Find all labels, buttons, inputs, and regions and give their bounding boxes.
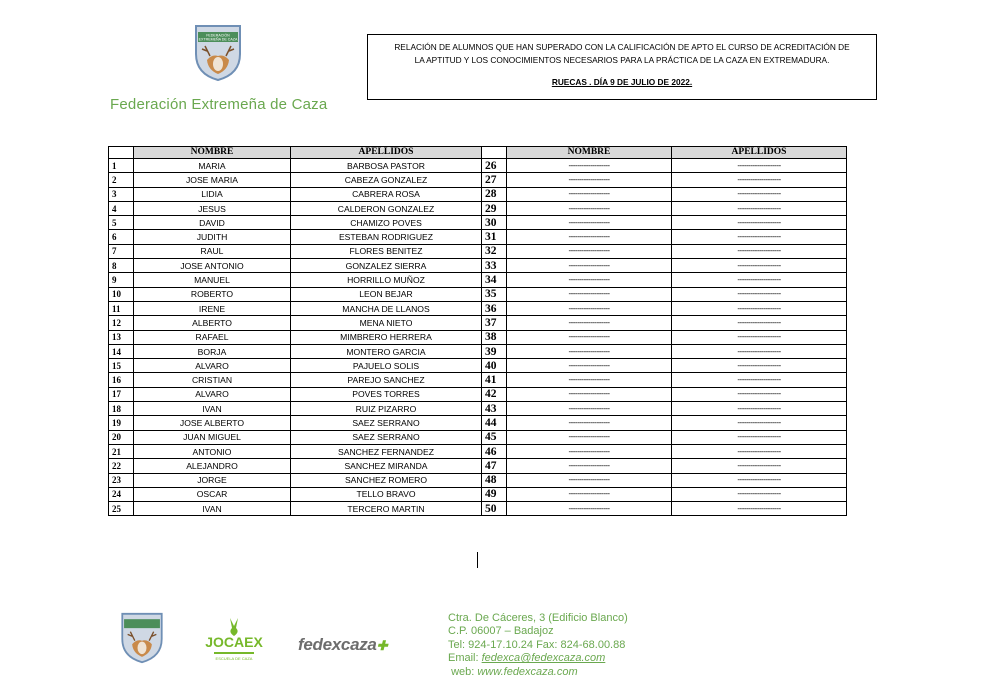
row-apellidos: TELLO BRAVO: [291, 487, 482, 501]
row-number-2: 26: [482, 159, 507, 173]
row-number: 22: [109, 459, 134, 473]
table-row: [109, 230, 847, 244]
row-nombre-2: -------------------: [507, 387, 672, 401]
row-apellidos: POVES TORRES: [291, 387, 482, 401]
row-number-2: 38: [482, 330, 507, 344]
row-nombre: MARIA: [134, 159, 291, 173]
row-number: 23: [109, 473, 134, 487]
header-number-blank-2: [482, 147, 507, 159]
row-nombre: JUAN MIGUEL: [134, 430, 291, 444]
row-apellidos-2: --------------------: [672, 273, 847, 287]
web-line: [448, 666, 628, 679]
row-number: 9: [109, 273, 134, 287]
table-row: [109, 330, 847, 344]
row-apellidos-2: --------------------: [672, 230, 847, 244]
row-apellidos: FLORES BENITEZ: [291, 244, 482, 258]
row-apellidos: HORRILLO MUÑOZ: [291, 273, 482, 287]
row-apellidos: CALDERON GONZALEZ: [291, 201, 482, 215]
row-number-2: 50: [482, 502, 507, 516]
svg-text:EXTREMEÑA DE CAZA: EXTREMEÑA DE CAZA: [198, 37, 238, 42]
row-number-2: 27: [482, 173, 507, 187]
svg-text:JOCAEX: JOCAEX: [205, 634, 263, 650]
header-nombre: NOMBRE: [134, 147, 291, 159]
row-number: 6: [109, 230, 134, 244]
row-number: 21: [109, 444, 134, 458]
row-apellidos-2: --------------------: [672, 201, 847, 215]
row-nombre-2: -------------------: [507, 287, 672, 301]
row-number: 2: [109, 173, 134, 187]
table-row: [109, 216, 847, 230]
row-number-2: 28: [482, 187, 507, 201]
row-nombre: ALBERTO: [134, 316, 291, 330]
table-row: [109, 316, 847, 330]
row-nombre-2: -------------------: [507, 244, 672, 258]
row-nombre: OSCAR: [134, 487, 291, 501]
row-nombre: JOSE ALBERTO: [134, 416, 291, 430]
header-nombre-2: NOMBRE: [507, 147, 672, 159]
table-row: [109, 402, 847, 416]
row-number: 13: [109, 330, 134, 344]
row-number: 1: [109, 159, 134, 173]
row-apellidos: SAEZ SERRANO: [291, 416, 482, 430]
row-apellidos: SANCHEZ FERNANDEZ: [291, 444, 482, 458]
address-line-2: C.P. 06007 – Badajoz: [448, 625, 554, 638]
row-number-2: 42: [482, 387, 507, 401]
row-nombre-2: -------------------: [507, 330, 672, 344]
row-apellidos: CHAMIZO POVES: [291, 216, 482, 230]
phone-line: Tel: 924-17.10.24 Fax: 824-68.00.88: [448, 638, 626, 651]
row-apellidos: MIMBRERO HERRERA: [291, 330, 482, 344]
row-apellidos-2: --------------------: [672, 416, 847, 430]
row-apellidos: CABRERA ROSA: [291, 187, 482, 201]
table-row: [109, 473, 847, 487]
row-apellidos: GONZALEZ SIERRA: [291, 259, 482, 273]
table-row: [109, 373, 847, 387]
table-row: [109, 487, 847, 501]
federation-name: Federación Extremeña de Caza: [110, 96, 328, 113]
table-row: [109, 444, 847, 458]
row-number-2: 49: [482, 487, 507, 501]
header-number-blank: [109, 147, 134, 159]
row-number-2: 45: [482, 430, 507, 444]
row-apellidos: MANCHA DE LLANOS: [291, 301, 482, 315]
row-nombre: JOSE ANTONIO: [134, 259, 291, 273]
table-row: [109, 459, 847, 473]
row-apellidos-2: --------------------: [672, 373, 847, 387]
table-header-row: [109, 147, 847, 159]
row-apellidos-2: --------------------: [672, 387, 847, 401]
row-number-2: 44: [482, 416, 507, 430]
table-row: [109, 187, 847, 201]
row-apellidos-2: --------------------: [672, 187, 847, 201]
row-nombre-2: -------------------: [507, 187, 672, 201]
row-apellidos-2: --------------------: [672, 444, 847, 458]
row-apellidos-2: --------------------: [672, 244, 847, 258]
row-apellidos: SANCHEZ MIRANDA: [291, 459, 482, 473]
row-nombre-2: -------------------: [507, 473, 672, 487]
row-number: 17: [109, 387, 134, 401]
row-nombre-2: -------------------: [507, 159, 672, 173]
header-apellidos-2: APELLIDOS: [672, 147, 847, 159]
row-nombre-2: -------------------: [507, 430, 672, 444]
row-number: 7: [109, 244, 134, 258]
table-row: [109, 201, 847, 215]
email-line: [448, 652, 628, 665]
row-number: 10: [109, 287, 134, 301]
row-nombre: IVAN: [134, 502, 291, 516]
svg-text:FEDERACIÓN: FEDERACIÓN: [206, 33, 230, 38]
students-table: [108, 146, 847, 516]
deer-shield-logo-icon: [194, 24, 242, 82]
row-nombre-2: -------------------: [507, 301, 672, 315]
row-number-2: 33: [482, 259, 507, 273]
row-number-2: 41: [482, 373, 507, 387]
row-nombre: DAVID: [134, 216, 291, 230]
row-apellidos-2: --------------------: [672, 430, 847, 444]
row-nombre-2: -------------------: [507, 230, 672, 244]
row-apellidos: RUIZ PIZARRO: [291, 402, 482, 416]
row-apellidos: SAEZ SERRANO: [291, 430, 482, 444]
contact-info: [448, 612, 628, 679]
address-line-1: Ctra. De Cáceres, 3 (Edificio Blanco): [448, 612, 628, 624]
table-row: [109, 359, 847, 373]
row-number-2: 46: [482, 444, 507, 458]
row-apellidos: ESTEBAN RODRIGUEZ: [291, 230, 482, 244]
row-nombre-2: -------------------: [507, 344, 672, 358]
row-nombre-2: -------------------: [507, 502, 672, 516]
row-apellidos-2: --------------------: [672, 344, 847, 358]
row-apellidos-2: --------------------: [672, 502, 847, 516]
text-cursor: [477, 552, 478, 568]
row-nombre: ALVARO: [134, 387, 291, 401]
row-nombre-2: -------------------: [507, 402, 672, 416]
web-link[interactable]: www.fedexcaza.com: [477, 665, 578, 678]
table-body: [109, 159, 847, 516]
row-number: 16: [109, 373, 134, 387]
document-title-box: [367, 34, 877, 100]
row-apellidos-2: --------------------: [672, 359, 847, 373]
row-number: 20: [109, 430, 134, 444]
row-number: 5: [109, 216, 134, 230]
row-nombre: BORJA: [134, 344, 291, 358]
row-apellidos-2: --------------------: [672, 173, 847, 187]
row-apellidos-2: --------------------: [672, 473, 847, 487]
row-nombre: MANUEL: [134, 273, 291, 287]
deer-shield-footer-icon: [120, 612, 164, 664]
table-row: [109, 159, 847, 173]
table-row: [109, 173, 847, 187]
email-label: Email:: [448, 652, 482, 665]
row-number: 24: [109, 487, 134, 501]
row-nombre: RAUL: [134, 244, 291, 258]
row-apellidos-2: --------------------: [672, 159, 847, 173]
title-date: RUECAS . DÍA 9 DE JULIO DE 2022.: [551, 77, 693, 87]
row-number-2: 32: [482, 244, 507, 258]
row-number-2: 30: [482, 216, 507, 230]
row-number-2: 35: [482, 287, 507, 301]
row-number-2: 37: [482, 316, 507, 330]
web-label: web:: [451, 665, 478, 678]
row-number-2: 34: [482, 273, 507, 287]
row-number: 3: [109, 187, 134, 201]
row-nombre-2: -------------------: [507, 416, 672, 430]
row-number-2: 39: [482, 344, 507, 358]
row-apellidos-2: --------------------: [672, 316, 847, 330]
row-nombre: JORGE: [134, 473, 291, 487]
row-nombre: IVAN: [134, 402, 291, 416]
leaf-icon: ✚: [376, 638, 388, 653]
row-number: 12: [109, 316, 134, 330]
jocaex-logo-icon: [200, 614, 268, 664]
row-number: 4: [109, 201, 134, 215]
row-apellidos: MENA NIETO: [291, 316, 482, 330]
row-nombre: ALVARO: [134, 359, 291, 373]
row-apellidos-2: --------------------: [672, 301, 847, 315]
svg-text:ESCUELA DE CAZA: ESCUELA DE CAZA: [215, 656, 253, 661]
row-apellidos: PAJUELO SOLIS: [291, 359, 482, 373]
fedexcaza-logo-text: fedexcaza: [298, 635, 377, 654]
row-apellidos-2: --------------------: [672, 259, 847, 273]
row-nombre-2: -------------------: [507, 259, 672, 273]
table-row: [109, 344, 847, 358]
row-apellidos: CABEZA GONZALEZ: [291, 173, 482, 187]
row-nombre: ALEJANDRO: [134, 459, 291, 473]
row-apellidos: SANCHEZ ROMERO: [291, 473, 482, 487]
row-nombre-2: -------------------: [507, 316, 672, 330]
row-apellidos-2: --------------------: [672, 330, 847, 344]
table-row: [109, 259, 847, 273]
fedexcaza-logo: [298, 635, 387, 655]
row-apellidos-2: --------------------: [672, 216, 847, 230]
row-nombre: IRENE: [134, 301, 291, 315]
row-number-2: 43: [482, 402, 507, 416]
row-nombre-2: -------------------: [507, 173, 672, 187]
row-apellidos-2: --------------------: [672, 459, 847, 473]
row-number: 14: [109, 344, 134, 358]
row-nombre-2: -------------------: [507, 459, 672, 473]
row-nombre-2: -------------------: [507, 216, 672, 230]
table-row: [109, 273, 847, 287]
row-number-2: 29: [482, 201, 507, 215]
title-line-1: RELACIÓN DE ALUMNOS QUE HAN SUPERADO CON LA CALIFICACIÓN DE APTO EL CURSO DE ACREDITACIÓN DE: [394, 42, 850, 52]
table-row: [109, 387, 847, 401]
row-apellidos: BARBOSA PASTOR: [291, 159, 482, 173]
table-row: [109, 287, 847, 301]
row-nombre-2: -------------------: [507, 273, 672, 287]
row-number-2: 31: [482, 230, 507, 244]
row-apellidos: LEON BEJAR: [291, 287, 482, 301]
title-line-2: LA APTITUD Y LOS CONOCIMIENTOS NECESARIOS PARA LA PRÁCTICA DE LA CAZA EN EXTREMADURA.: [414, 55, 830, 65]
row-number-2: 40: [482, 359, 507, 373]
table-row: [109, 430, 847, 444]
row-number: 19: [109, 416, 134, 430]
row-number: 15: [109, 359, 134, 373]
table-row: [109, 244, 847, 258]
table-row: [109, 301, 847, 315]
row-number-2: 47: [482, 459, 507, 473]
row-nombre: RAFAEL: [134, 330, 291, 344]
row-number: 25: [109, 502, 134, 516]
row-number: 18: [109, 402, 134, 416]
header-apellidos: APELLIDOS: [291, 147, 482, 159]
row-nombre-2: -------------------: [507, 359, 672, 373]
table-row: [109, 416, 847, 430]
row-number-2: 48: [482, 473, 507, 487]
row-nombre: JUDITH: [134, 230, 291, 244]
row-number: 8: [109, 259, 134, 273]
row-nombre: CRISTIAN: [134, 373, 291, 387]
row-nombre: LIDIA: [134, 187, 291, 201]
row-nombre-2: -------------------: [507, 201, 672, 215]
row-nombre-2: -------------------: [507, 444, 672, 458]
row-nombre: ANTONIO: [134, 444, 291, 458]
row-apellidos-2: --------------------: [672, 487, 847, 501]
row-apellidos: MONTERO GARCIA: [291, 344, 482, 358]
row-nombre: ROBERTO: [134, 287, 291, 301]
table-row: [109, 502, 847, 516]
row-number-2: 36: [482, 301, 507, 315]
row-nombre-2: -------------------: [507, 487, 672, 501]
row-apellidos: PAREJO SANCHEZ: [291, 373, 482, 387]
row-apellidos-2: --------------------: [672, 402, 847, 416]
email-link[interactable]: fedexca@fedexcaza.com: [481, 652, 606, 665]
row-nombre: JOSE MARIA: [134, 173, 291, 187]
row-apellidos-2: --------------------: [672, 287, 847, 301]
row-number: 11: [109, 301, 134, 315]
row-apellidos: TERCERO MARTIN: [291, 502, 482, 516]
row-nombre-2: -------------------: [507, 373, 672, 387]
row-nombre: JESUS: [134, 201, 291, 215]
